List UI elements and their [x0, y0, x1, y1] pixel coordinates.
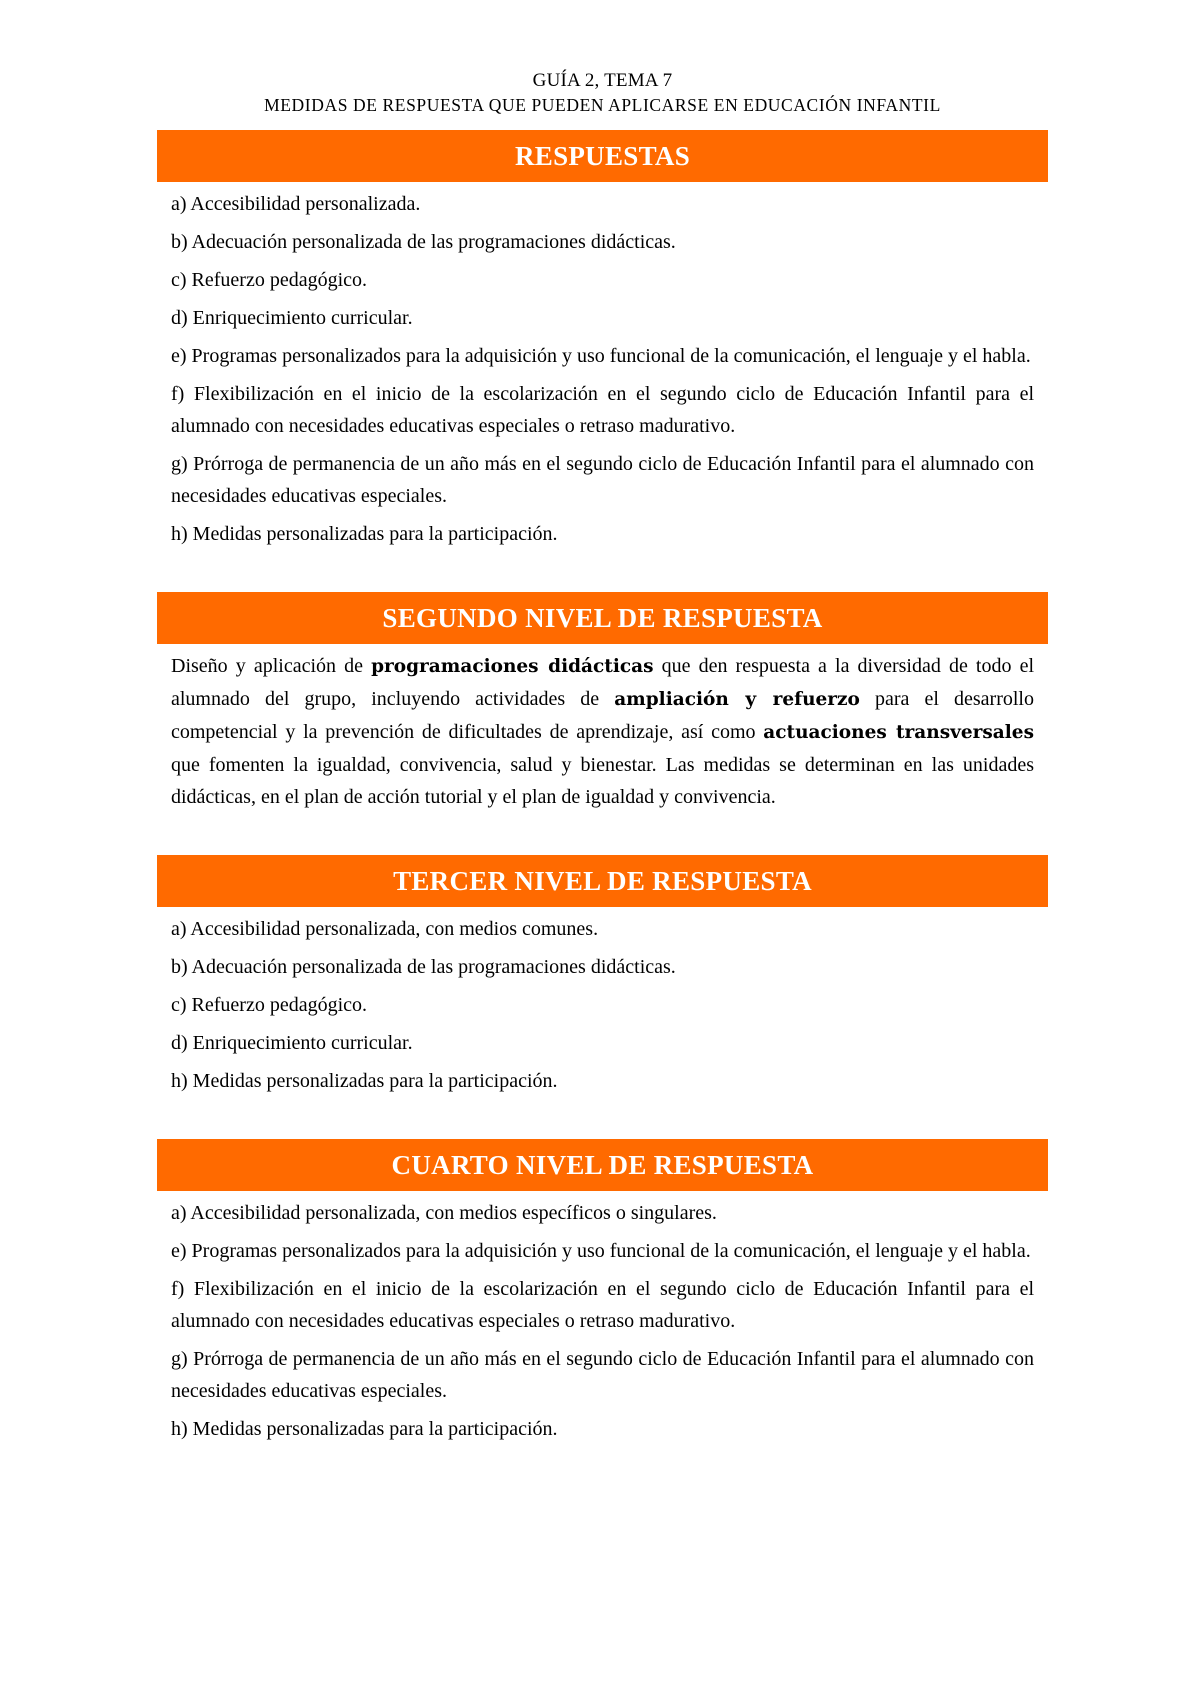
paragraph-text: que fomenten la igualdad, convivencia, salud y bienestar. Las medidas se determinan en las unidades didácticas, en el plan de acción tutorial y el plan de igualdad y convivencia.: [171, 754, 1034, 808]
section-heading: SEGUNDO NIVEL DE RESPUESTA: [157, 592, 1048, 644]
list-item: b) Adecuación personalizada de las programaciones didácticas.: [171, 231, 676, 253]
section-tercer-nivel: [157, 855, 1048, 1097]
section-segundo-nivel: [157, 592, 1048, 813]
list-item: g) Prórroga de permanencia de un año más en el segundo ciclo de Educación Infantil para el alumnado con necesidades educativas especiales.: [171, 453, 1034, 507]
paragraph-bold-text: programaciones didácticas: [371, 656, 654, 677]
section-cuarto-nivel: [157, 1139, 1048, 1445]
list-item: f) Flexibilización en el inicio de la escolarización en el segundo ciclo de Educación Infantil para el alumnado con necesidades educativas especiales o retraso madurativo.: [171, 1278, 1034, 1332]
list-item: c) Refuerzo pedagógico.: [171, 269, 368, 291]
document-subtitle: MEDIDAS DE RESPUESTA QUE PUEDEN APLICARSE EN EDUCACIÓN INFANTIL: [264, 95, 941, 115]
paragraph-bold-text: actuaciones transversales: [763, 722, 1034, 743]
list-item: a) Accesibilidad personalizada, con medios específicos o singulares.: [171, 1202, 717, 1224]
list-item: e) Programas personalizados para la adquisición y uso funcional de la comunicación, el lenguaje y el habla.: [171, 1240, 1031, 1262]
item-list: [157, 182, 1048, 550]
document-header: [157, 68, 1048, 118]
paragraph-text: que den respuesta a la diversidad de todo el alumnado del grupo, incluyendo actividades de: [171, 655, 1035, 710]
list-item: d) Enriquecimiento curricular.: [171, 1032, 413, 1054]
section-paragraph: [157, 644, 1048, 813]
list-item: c) Refuerzo pedagógico.: [171, 994, 368, 1016]
list-item: e) Programas personalizados para la adquisición y uso funcional de la comunicación, el lenguaje y el habla.: [171, 345, 1031, 367]
section-heading: TERCER NIVEL DE RESPUESTA: [157, 855, 1048, 907]
list-item: b) Adecuación personalizada de las programaciones didácticas.: [171, 956, 676, 978]
list-item: a) Accesibilidad personalizada.: [171, 193, 421, 215]
list-item: h) Medidas personalizadas para la participación.: [171, 1070, 558, 1092]
section-heading: RESPUESTAS: [157, 130, 1048, 182]
list-item: a) Accesibilidad personalizada, con medios comunes.: [171, 918, 599, 940]
list-item: h) Medidas personalizadas para la participación.: [171, 523, 558, 545]
section-respuestas: [157, 130, 1048, 550]
document-page: [157, 68, 1048, 1451]
list-item: h) Medidas personalizadas para la participación.: [171, 1418, 558, 1440]
paragraph-text: Diseño y aplicación de: [171, 655, 372, 677]
list-item: f) Flexibilización en el inicio de la escolarización en el segundo ciclo de Educación Infantil para el alumnado con necesidades educativas especiales o retraso madurativo.: [171, 383, 1034, 437]
document-title: GUÍA 2, TEMA 7: [532, 70, 673, 91]
paragraph-bold-text: ampliación y refuerzo: [614, 689, 860, 710]
item-list: [157, 1191, 1048, 1445]
list-item: g) Prórroga de permanencia de un año más en el segundo ciclo de Educación Infantil para el alumnado con necesidades educativas especiales.: [171, 1348, 1034, 1402]
list-item: d) Enriquecimiento curricular.: [171, 307, 413, 329]
paragraph-text: para el desarrollo competencial y la prevención de dificultades de aprendizaje, así como: [171, 688, 1034, 743]
item-list: [157, 907, 1048, 1097]
section-heading: CUARTO NIVEL DE RESPUESTA: [157, 1139, 1048, 1191]
